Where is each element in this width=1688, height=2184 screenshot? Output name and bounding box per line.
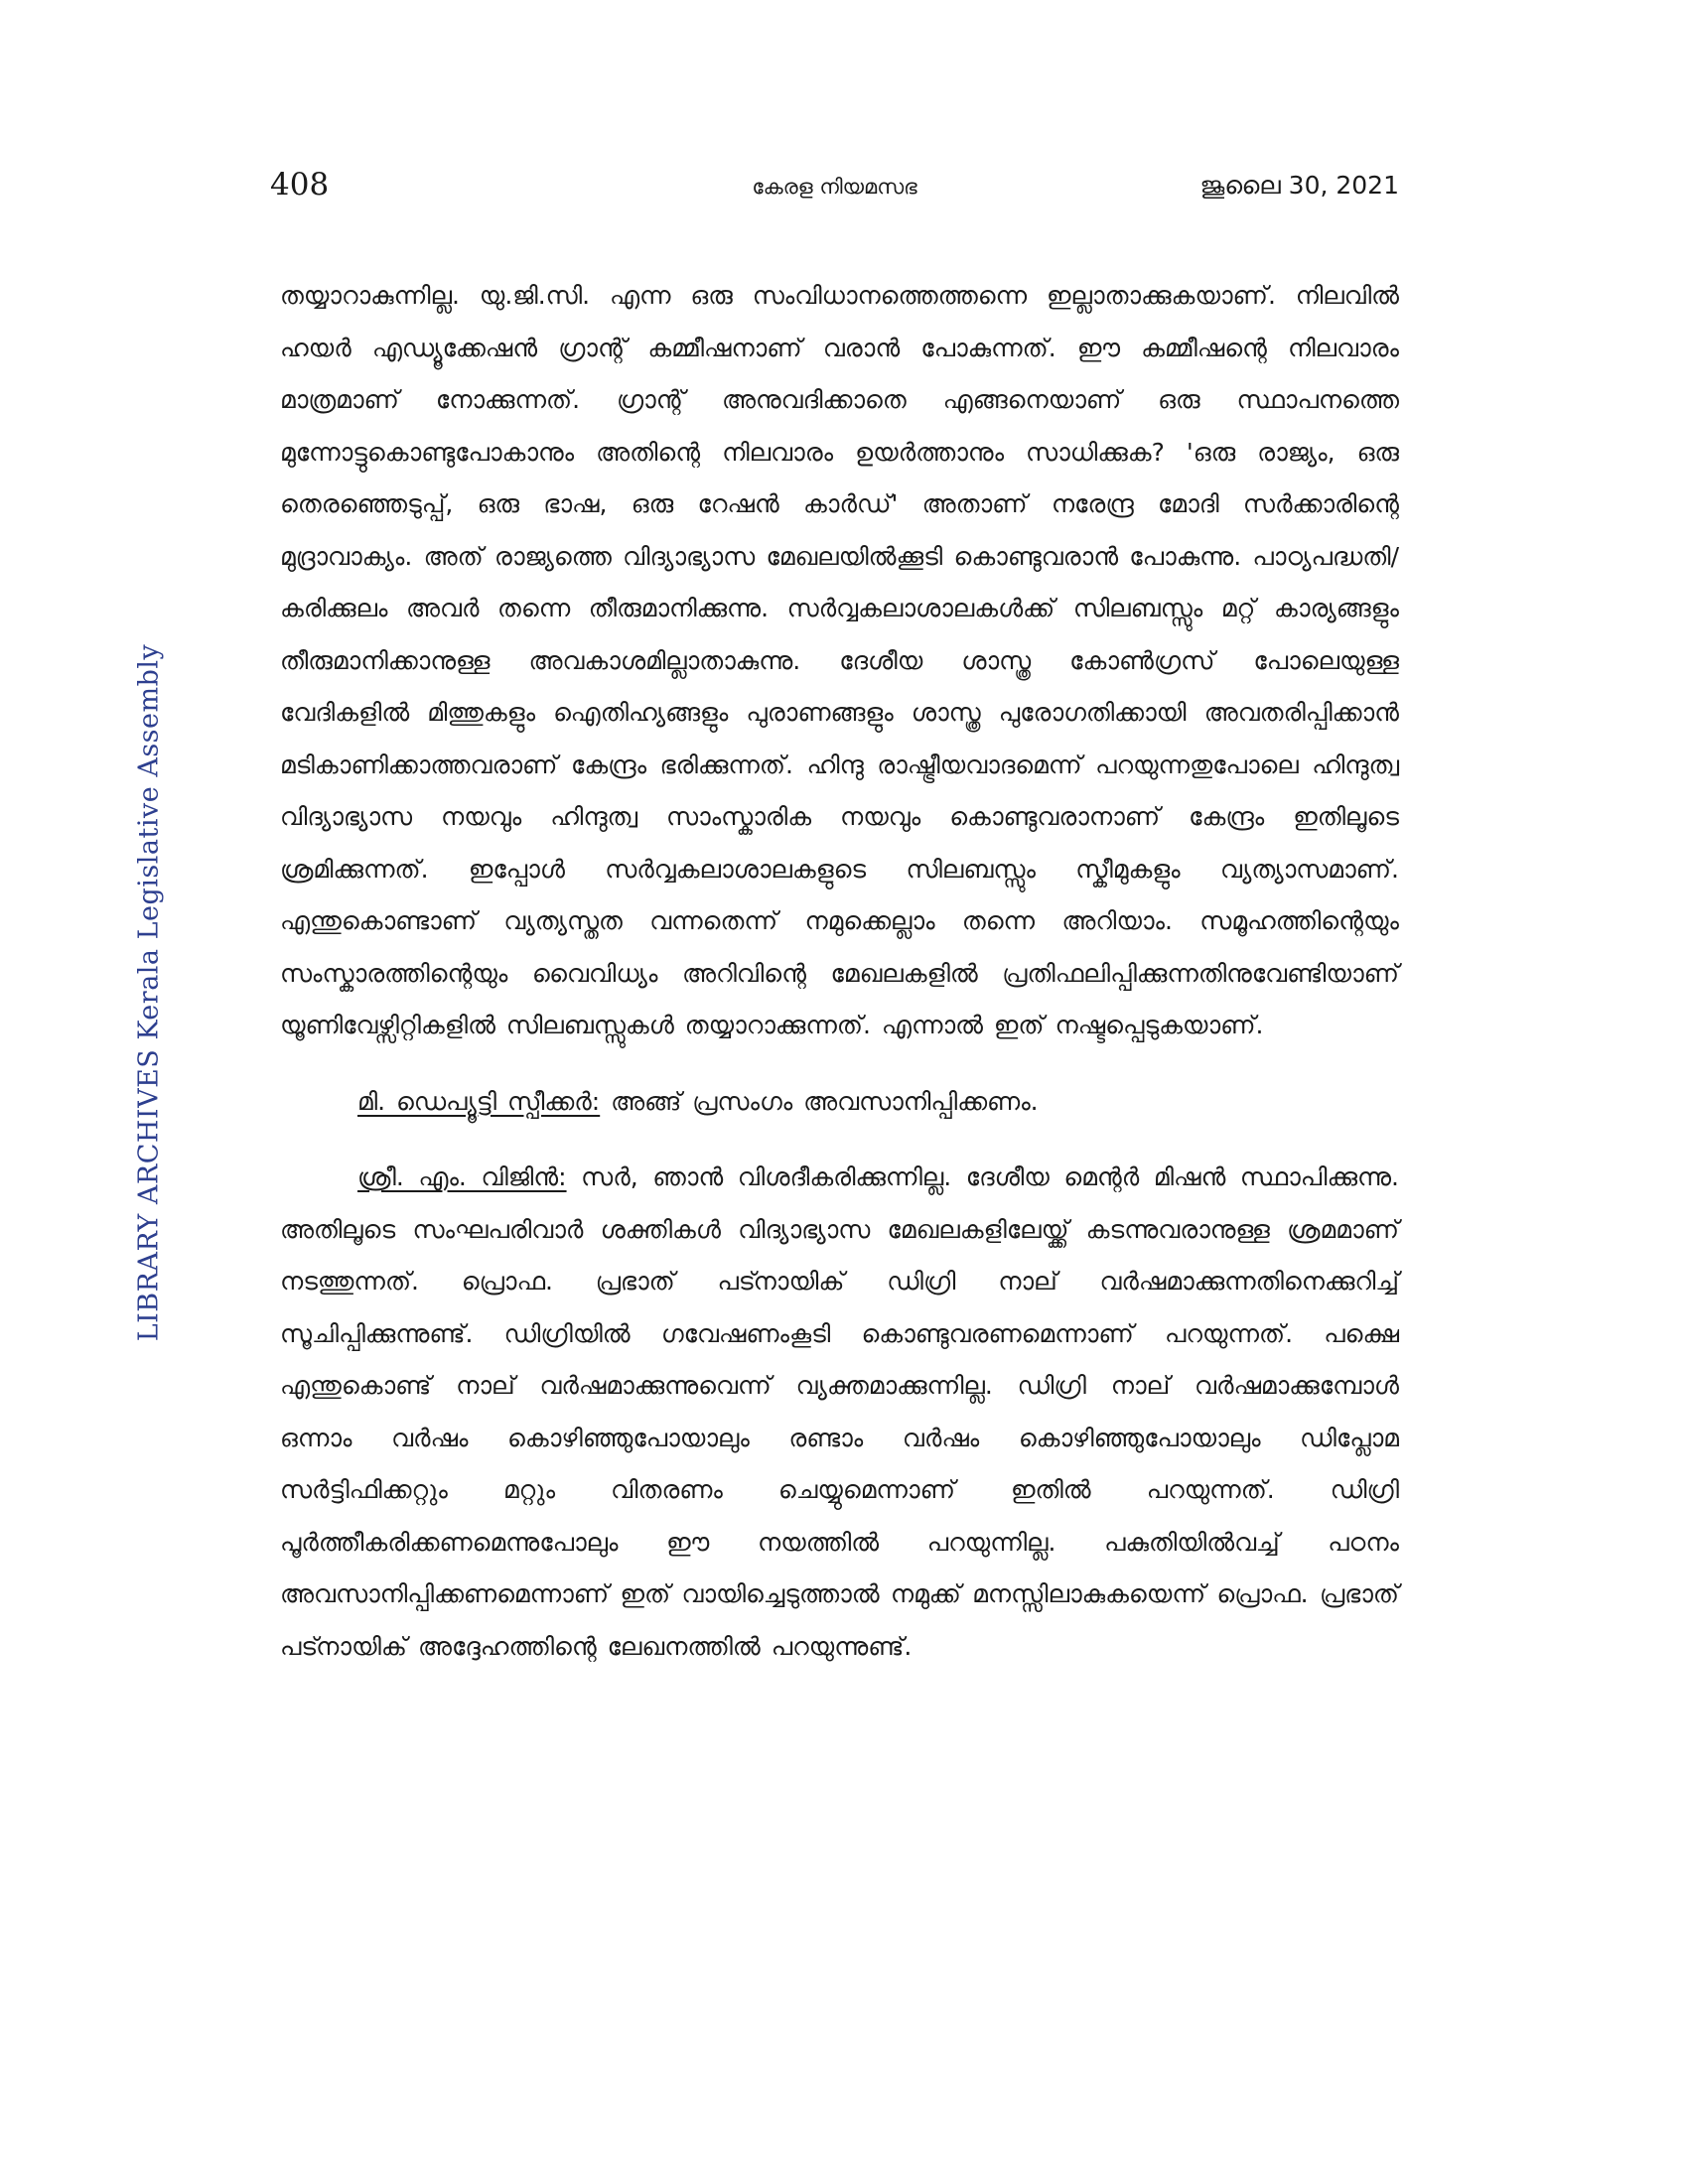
page-number: 408 (270, 167, 330, 203)
paragraph-m-vijin (280, 1152, 1399, 1673)
paragraph-text: സർ, ഞാൻ വിശദീകരിക്കുന്നില്ല. ദേശീയ മെന്റർ മിഷൻ സ്ഥാപിക്കുന്നു. അതിലൂടെ സംഘപരിവാർ ശക്തികൾ വിദ്യാഭ്യാസ മേഖലകളിലേയ്ക്ക് കടന്നുവരാനുള്ള ശ്രമമാണ് നടത്തുന്നത്. പ്രൊഫ. പ്രഭാത് പട്നായിക് ഡിഗ്രി നാല് വർഷമാക്കുന്നതിനെക്കുറിച്ച് സൂചിപ്പിക്കുന്നുണ്ട്. ഡിഗ്രിയിൽ ഗവേഷണംകൂടി കൊണ്ടുവരണമെന്നാണ് പറയുന്നത്. പക്ഷെ എന്തുകൊണ്ട് നാല് വർഷമാക്കുന്നുവെന്ന് വ്യക്തമാക്കുന്നില്ല. ഡിഗ്രി നാല് വർഷമാക്കുമ്പോൾ ഒന്നാം വർഷം കൊഴിഞ്ഞുപോയാലും രണ്ടാം വർഷം കൊഴിഞ്ഞുപോയാലും ഡിപ്ലോമ സർട്ടിഫിക്കറ്റും മറ്റും വിതരണം ചെയ്യുമെന്നാണ് ഇതിൽ പറയുന്നത്. ഡിഗ്രി പൂർത്തീകരിക്കണമെന്നുപോലും ഈ നയത്തിൽ പറയുന്നില്ല. പകുതിയിൽവച്ച് പഠനം അവസാനിപ്പിക്കണമെന്നാണ് ഇത് വായിച്ചെടുത്താൽ നമുക്ക് മനസ്സിലാകുകയെന്ന് പ്രൊഫ. പ്രഭാത് പട്നായിക് അദ്ദേഹത്തിന്റെ ലേഖനത്തിൽ പറയുന്നുണ്ട്. (280, 1162, 1399, 1661)
page-header (270, 167, 1399, 210)
paragraph-continuation (280, 270, 1399, 1052)
paragraph-text: തയ്യാറാകുന്നില്ല. യു.ജി.സി. എന്ന ഒരു സംവിധാനത്തെത്തന്നെ ഇല്ലാതാക്കുകയാണ്. നിലവിൽ ഹയർ എഡ്യൂക്കേഷൻ ഗ്രാന്റ് കമ്മീഷനാണ് വരാൻ പോകുന്നത്. ഈ കമ്മീഷന്റെ നിലവാരം മാത്രമാണ് നോക്കുന്നത്. ഗ്രാന്റ് അനുവദിക്കാതെ എങ്ങനെയാണ് ഒരു സ്ഥാപനത്തെ മുന്നോട്ടുകൊണ്ടുപോകാനും അതിന്റെ നിലവാരം ഉയർത്താനും സാധിക്കുക? 'ഒരു രാജ്യം, ഒരു തെരഞ്ഞെടുപ്പ്, ഒരു ഭാഷ, ഒരു റേഷൻ കാർഡ്' അതാണ് നരേന്ദ്ര മോദി സർക്കാരിന്റെ മുദ്രാവാക്യം. അത് രാജ്യത്തെ വിദ്യാഭ്യാസ മേഖലയിൽക്കൂടി കൊണ്ടുവരാൻ പോകുന്നു. പാഠ്യപദ്ധതി/കരിക്കുലം അവർ തന്നെ തീരുമാനിക്കുന്നു. സർവ്വകലാശാലകൾക്ക് സിലബസ്സും മറ്റ് കാര്യങ്ങളും തീരുമാനിക്കാനുള്ള അവകാശമില്ലാതാകുന്നു. ദേശീയ ശാസ്ത്ര കോൺഗ്രസ് പോലെയുള്ള വേദികളിൽ മിത്തുകളും ഐതിഹ്യങ്ങളും പുരാണങ്ങളും ശാസ്ത്ര പുരോഗതിക്കായി അവതരിപ്പിക്കാൻ മടികാണിക്കാത്തവരാണ് കേന്ദ്രം ഭരിക്കുന്നത്. ഹിന്ദു രാഷ്ട്രീയവാദമെന്ന് പറയുന്നതുപോലെ ഹിന്ദുത്വ വിദ്യാഭ്യാസ നയവും ഹിന്ദുത്വ സാംസ്കാരിക നയവും കൊണ്ടുവരാനാണ് കേന്ദ്രം ഇതിലൂടെ ശ്രമിക്കുന്നത്. ഇപ്പോൾ സർവ്വകലാശാലകളുടെ സിലബസ്സും സ്കീമുകളും വ്യത്യാസമാണ്. എന്തുകൊണ്ടാണ് വ്യത്യസ്തത വന്നതെന്ന് നമുക്കെല്ലാം തന്നെ അറിയാം. സമൂഹത്തിന്റെയും സംസ്കാരത്തിന്റെയും വൈവിധ്യം അറിവിന്റെ മേഖലകളിൽ പ്രതിഫലിപ്പിക്കുന്നതിനുവേണ്ടിയാണ് യൂണിവേഴ്സിറ്റികളിൽ സിലബസ്സുകൾ തയ്യാറാക്കുന്നത്. എന്നാൽ ഇത് നഷ്ടപ്പെടുകയാണ്. (280, 281, 1399, 1039)
speaker-name: മി. ഡെപ്യൂട്ടി സ്പീക്കർ: (357, 1086, 601, 1116)
library-archives-watermark: LIBRARY ARCHIVES Kerala Legislative Assembly (133, 643, 165, 1342)
header-date: ജൂലൈ 30, 2021 (1199, 171, 1399, 200)
paragraph-text: അങ്ങ് പ്രസംഗം അവസാനിപ്പിക്കണം. (600, 1086, 1039, 1116)
paragraph-deputy-speaker (280, 1076, 1399, 1129)
speaker-name: ശ്രീ. എം. വിജിൻ: (357, 1162, 567, 1191)
document-body (280, 270, 1399, 1673)
header-title: കേരള നിയമസഭ (752, 175, 917, 199)
